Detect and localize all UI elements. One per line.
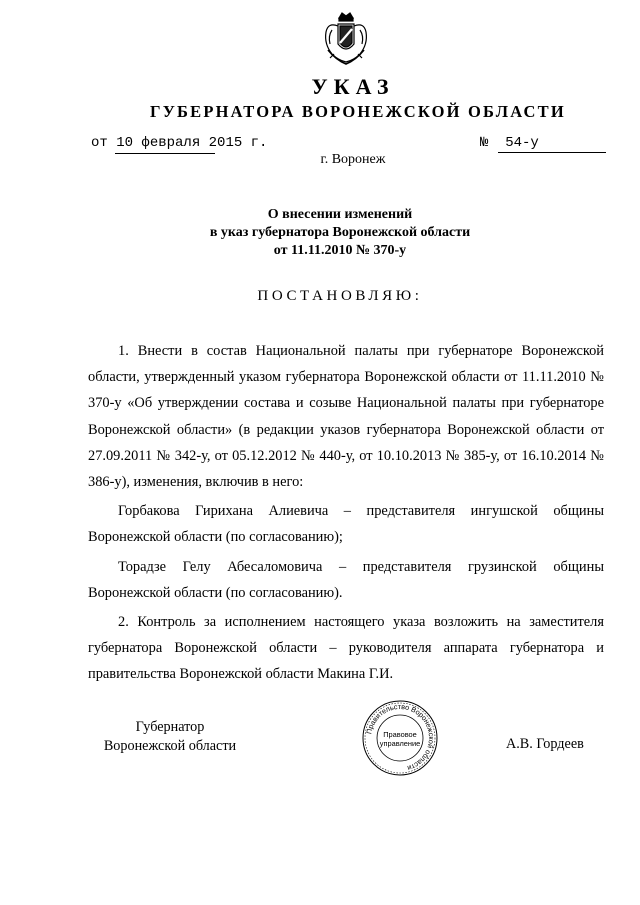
subject-line-1: О внесении изменений: [267, 207, 413, 222]
role-line-2: Воронежской области: [103, 738, 237, 754]
city-name: г. Воронеж: [320, 152, 386, 167]
document-title: УКАЗ: [311, 74, 395, 99]
date-suffix: г.: [250, 135, 268, 151]
document-subtitle: ГУБЕРНАТОРА ВОРОНЕЖСКОЙ ОБЛАСТИ: [150, 102, 566, 121]
stamp-center-line-1: Правовое: [383, 730, 417, 739]
decree-body: [88, 338, 604, 688]
stamp-center-line-2: управление: [379, 739, 421, 748]
date-value: 10 февраля: [116, 135, 201, 151]
paragraph-3: Торадзе Гелу Абесаломовича – представителя грузинской общины Воронежской области (по согласованию).: [88, 558, 604, 601]
date-year: 2015: [208, 135, 243, 151]
coat-of-arms-emblem: [318, 10, 374, 70]
number-prefix: №: [480, 135, 489, 151]
decree-subject: [180, 206, 500, 260]
decree-date: [91, 135, 267, 151]
paragraph-4: 2. Контроль за исполнением настоящего указа возложить на заместителя губернатора Воронежской области – руководителя аппарата губернатора и правительства Воронежской области Макина Г.И.: [88, 614, 604, 683]
official-stamp: [360, 698, 440, 778]
signatory-name: А.В. Гордеев: [506, 736, 584, 752]
subject-line-2: в указ губернатора Воронежской области: [209, 225, 471, 240]
date-prefix: от: [91, 135, 108, 151]
role-line-1: Губернатор: [135, 719, 205, 735]
subject-line-3: от 11.11.2010 № 370-у: [273, 243, 407, 258]
stamp-ring-text: Правительство Воронежской области: [364, 701, 436, 773]
decree-number: [480, 135, 539, 151]
decree-word: ПОСТАНОВЛЯЮ:: [257, 288, 423, 304]
paragraph-1: 1. Внести в состав Национальной палаты при губернаторе Воронежской области, утвержденный указом губернатора Воронежской области от 11.11.2010 № 370-у «Об утверждении состава и созыве Национальной палаты при губернаторе Воронежской области» (в редакции указов губернатора Воронежской области от 27.09.2011 № 342-у, от 05.12.2012 № 440-у, от 10.10.2013 № 385-у, от 16.10.2014 № 386-у), изменения, включив в него:: [88, 343, 604, 491]
signatory-role: [90, 718, 250, 756]
number-value: 54-у: [505, 135, 539, 151]
paragraph-2: Горбакова Гирихана Алиевича – представителя ингушской общины Воронежской области (по согласованию);: [88, 503, 604, 546]
